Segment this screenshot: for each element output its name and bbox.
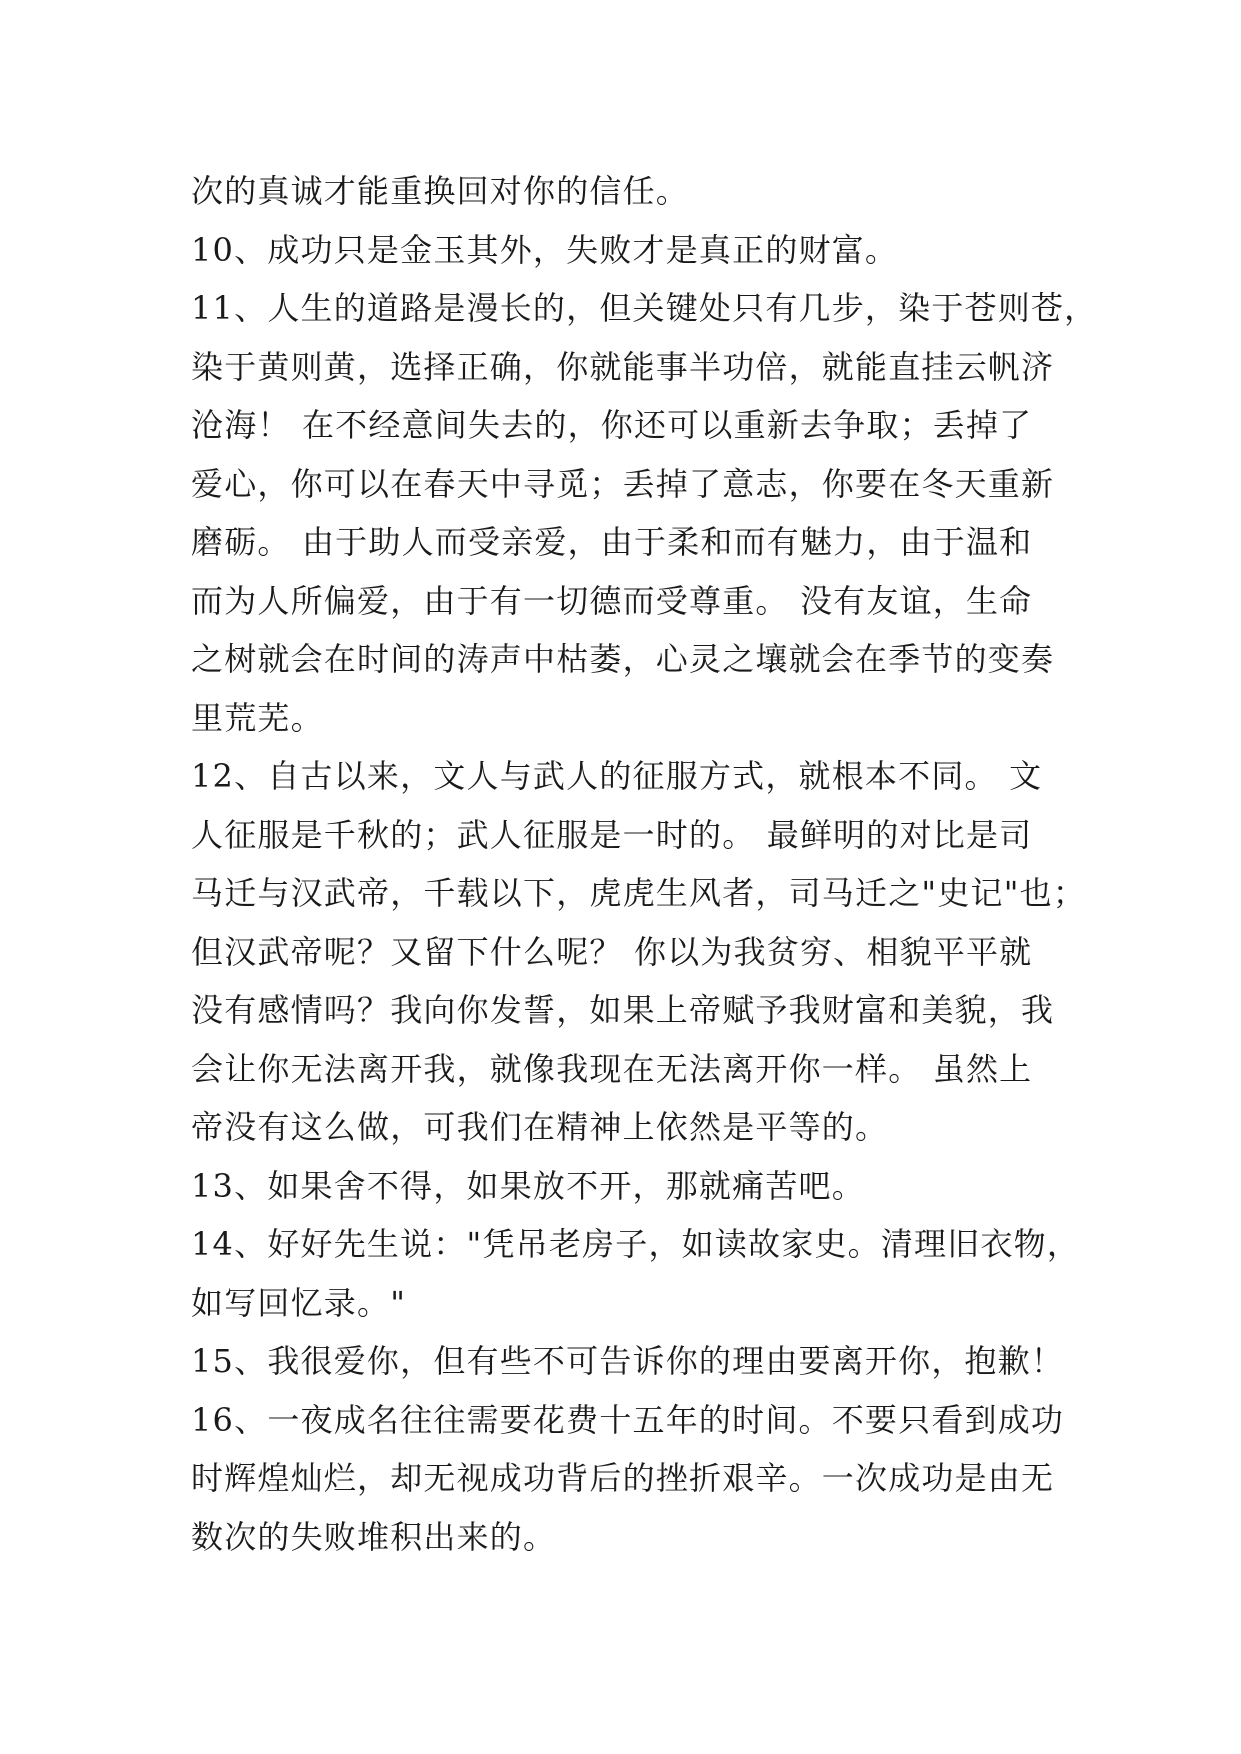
text-line: 如写回忆录。" [191,1283,407,1322]
text-line: 会让你无法离开我，就像我现在无法离开你一样。 虽然上 [191,1049,1033,1088]
text-line: 而为人所偏爱，由于有一切德而受尊重。 没有友谊，生命 [191,581,1033,620]
text-line: 数次的失败堆积出来的。 [191,1517,557,1556]
text-line: 时辉煌灿烂，却无视成功背后的挫折艰辛。一次成功是由无 [191,1459,1055,1497]
text-line: 没有感情吗？我向你发誓，如果上帝赋予我财富和美貌，我 [191,991,1055,1029]
text-line: 帝没有这么做，可我们在精神上依然是平等的。 [191,1108,889,1146]
document-body [191,162,1098,1566]
text-line: 染于黄则黄，选择正确，你就能事半功倍，就能直挂云帆济 [191,347,1055,386]
text-line: 马迁与汉武帝，千载以下，虎虎生风者，司马迁之"史记"也； [191,874,1087,912]
text-line: 沧海！ 在不经意间失去的，你还可以重新去争取；丢掉了 [191,406,1033,444]
text-line: 16、一夜成名往往需要花费十五年的时间。不要只看到成功 [191,1400,1065,1439]
text-line: 里荒芜。 [191,698,324,737]
text-line: 爱心，你可以在春天中寻觅；丢掉了意志，你要在冬天重新 [191,464,1055,503]
text-line: 14、好好先生说："凭吊老房子，如读故家史。清理旧衣物， [191,1225,1081,1263]
text-line: 12、自古以来，文人与武人的征服方式，就根本不同。 文 [191,757,1043,795]
text-line: 11、人生的道路是漫长的，但关键处只有几步，染于苍则苍， [191,289,1098,327]
text-line: 但汉武帝呢？又留下什么呢？ 你以为我贫穷、相貌平平就 [191,932,1033,971]
text-line: 13、如果舍不得，如果放不开，那就痛苦吧。 [191,1166,865,1205]
text-line: 人征服是千秋的；武人征服是一时的。 最鲜明的对比是司 [191,815,1033,854]
text-line: 磨砺。 由于助人而受亲爱，由于柔和而有魅力，由于温和 [191,523,1033,561]
text-line: 次的真诚才能重换回对你的信任。 [191,172,690,210]
text-line: 之树就会在时间的涛声中枯萎，心灵之壤就会在季节的变奏 [191,640,1055,678]
text-line: 10、成功只是金玉其外，失败才是真正的财富。 [191,230,899,269]
text-line: 15、我很爱你，但有些不可告诉你的理由要离开你，抱歉！ [191,1342,1065,1380]
